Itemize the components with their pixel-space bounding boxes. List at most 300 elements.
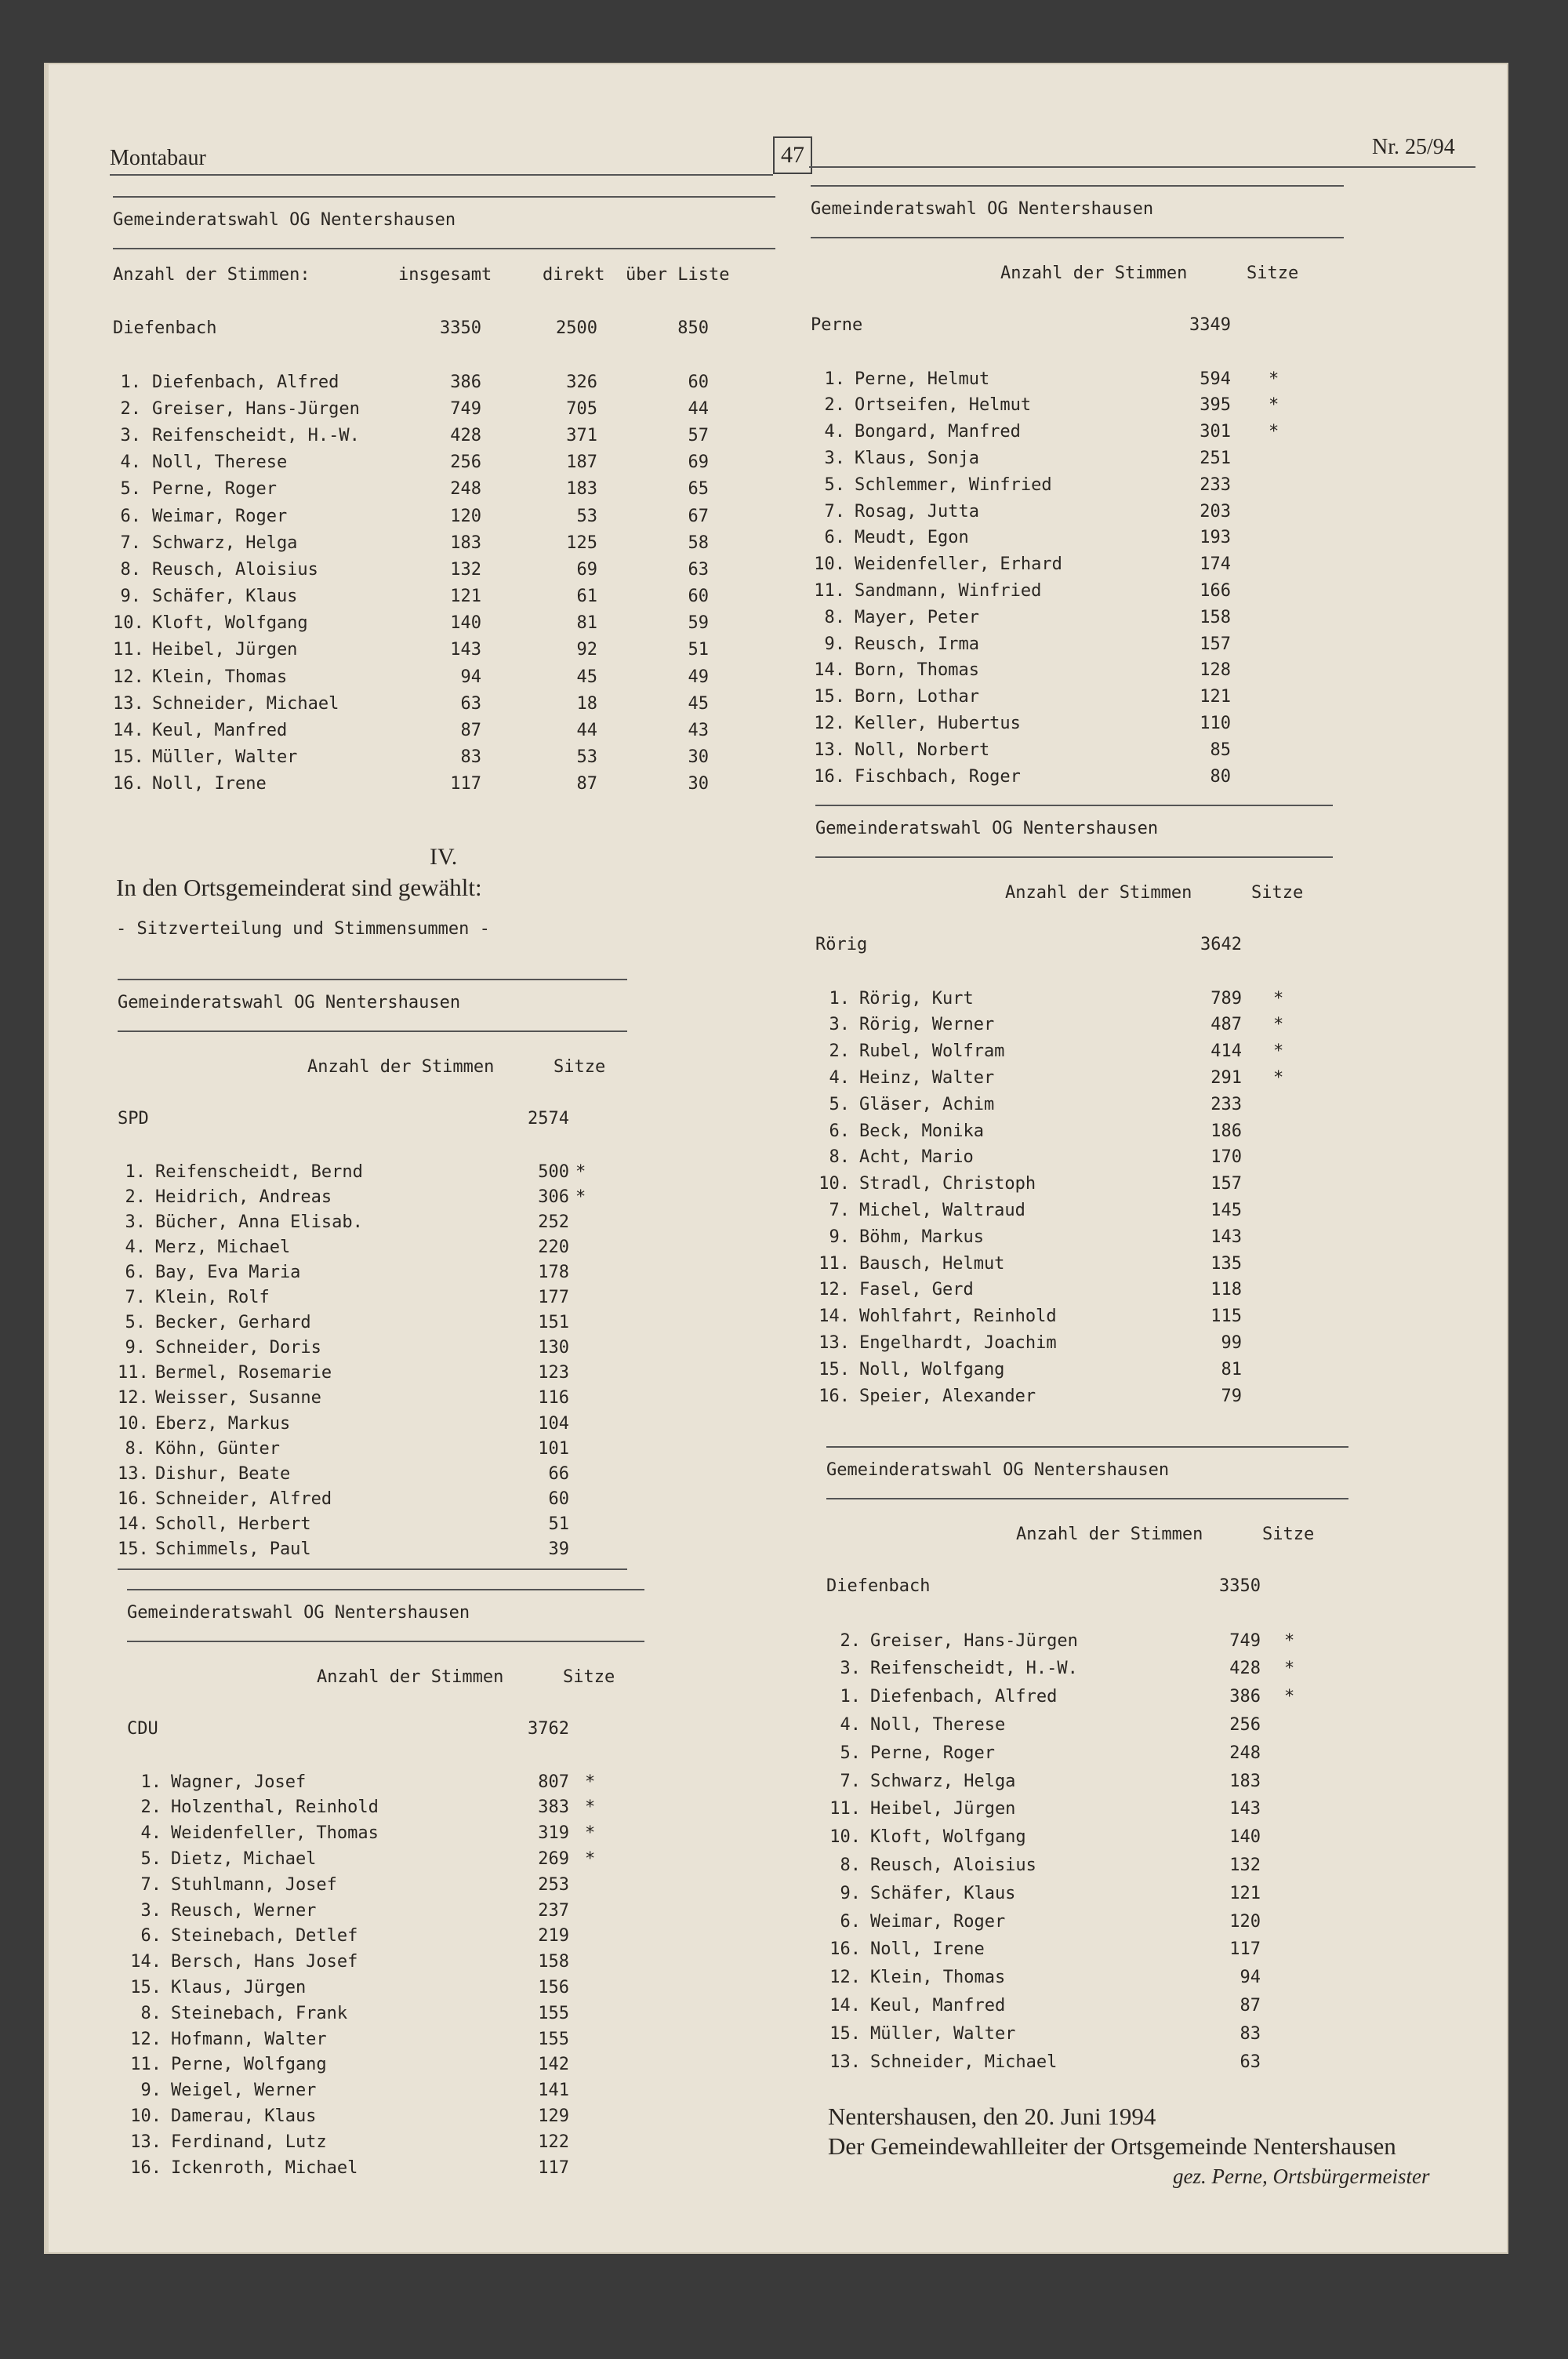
table-row [118, 1386, 651, 1411]
table-row [127, 1924, 660, 1950]
party-name: Rörig [815, 935, 868, 955]
row-seat-mark: * [575, 1161, 586, 1182]
row-votes: 414 [1210, 1041, 1242, 1062]
row-name: Rosag, Jutta [855, 501, 979, 522]
table-row [815, 1224, 1348, 1251]
table-row [826, 1852, 1359, 1880]
table-title: Gemeinderatswahl OG Nentershausen [113, 210, 456, 230]
row-name: Keul, Manfred [152, 721, 288, 740]
row-list: 60 [688, 372, 709, 392]
row-position: 14. [130, 1952, 162, 1972]
row-direct: 87 [576, 774, 597, 794]
row-position: 11. [118, 1363, 149, 1383]
row-votes: 251 [1200, 448, 1231, 468]
row-votes: 51 [548, 1514, 569, 1534]
row-list: 58 [688, 533, 709, 553]
col-votes-header: Anzahl der Stimmen [1016, 1525, 1203, 1545]
row-name: Scholl, Herbert [155, 1514, 311, 1534]
row-position: 4. [140, 1823, 162, 1844]
row-votes: 39 [548, 1539, 569, 1559]
row-direct: 45 [576, 667, 597, 687]
row-votes: 66 [548, 1463, 569, 1484]
table-row [811, 578, 1344, 605]
row-votes: 186 [1210, 1121, 1242, 1141]
row-position: 6. [840, 1911, 861, 1932]
row-votes: 170 [1210, 1147, 1242, 1168]
row-position: 13. [829, 2052, 861, 2072]
row-total: 183 [450, 533, 481, 553]
row-votes: 87 [1240, 1995, 1261, 2016]
row-name: Klaus, Sonja [855, 448, 979, 468]
row-position: 16. [130, 2157, 162, 2178]
col-list-header: über Liste [626, 265, 730, 285]
table-row [113, 637, 787, 663]
table-row [826, 1992, 1359, 2020]
row-name: Bersch, Hans Josef [171, 1952, 358, 1972]
row-position: 3. [125, 1212, 146, 1232]
row-position: 3. [824, 448, 845, 468]
row-votes: 193 [1200, 528, 1231, 548]
row-votes: 145 [1210, 1200, 1242, 1220]
row-votes: 253 [538, 1874, 569, 1895]
row-position: 7. [824, 501, 845, 522]
row-name: Schneider, Michael [870, 2052, 1058, 2072]
table-row [811, 392, 1344, 419]
row-name: Rörig, Kurt [859, 988, 974, 1009]
row-name: Michel, Waltraud [859, 1200, 1025, 1220]
row-votes: 79 [1221, 1386, 1242, 1406]
table-row [118, 1160, 651, 1185]
table-row [118, 1512, 651, 1537]
table-row [815, 1038, 1348, 1065]
table-diefenbach-seats [826, 1446, 1359, 2076]
table-row [118, 1285, 651, 1310]
table-row [811, 737, 1344, 764]
row-total: 132 [450, 559, 481, 580]
row-direct: 371 [566, 425, 597, 445]
row-position: 7. [125, 1288, 146, 1308]
row-votes: 140 [1229, 1827, 1261, 1848]
row-direct: 53 [576, 747, 597, 768]
table-row [815, 1330, 1348, 1357]
row-votes: 233 [1210, 1094, 1242, 1114]
section-subtitle: - Sitzverteilung und Stimmensummen - [116, 919, 490, 939]
row-votes: 319 [538, 1823, 569, 1844]
row-name: Kloft, Wolfgang [152, 613, 308, 634]
row-position: 9. [120, 587, 141, 607]
table-row [127, 2027, 660, 2053]
row-seat-mark: * [1273, 988, 1284, 1009]
row-name: Schäfer, Klaus [870, 1883, 1016, 1903]
row-name: Böhm, Markus [859, 1227, 984, 1247]
row-name: Noll, Norbert [855, 740, 990, 760]
table-row [815, 1065, 1348, 1092]
row-direct: 18 [576, 693, 597, 714]
row-total: 87 [460, 721, 481, 740]
row-name: Fischbach, Roger [855, 766, 1021, 787]
row-votes: 174 [1200, 554, 1231, 575]
row-position: 2. [140, 1797, 162, 1818]
row-seat-mark: * [1284, 1659, 1295, 1679]
row-direct: 125 [566, 533, 597, 553]
row-position: 9. [140, 2081, 162, 2101]
row-name: Fasel, Gerd [859, 1280, 974, 1300]
table-row [811, 764, 1344, 791]
row-votes: 386 [1229, 1687, 1261, 1707]
header-place: Montabaur [110, 146, 206, 170]
row-position: 9. [125, 1338, 146, 1358]
row-position: 15. [829, 2023, 861, 2044]
row-position: 12. [829, 1968, 861, 1988]
table-row [113, 664, 787, 691]
table-title-rule [811, 237, 1344, 238]
row-position: 14. [814, 660, 845, 681]
row-list: 59 [688, 613, 709, 634]
table-row [815, 1144, 1348, 1171]
row-votes: 118 [1210, 1280, 1242, 1300]
table-row [113, 583, 787, 610]
col-label: Anzahl der Stimmen: [113, 265, 310, 285]
table-perne [811, 185, 1344, 790]
col-seats-header: Sitze [1251, 883, 1304, 903]
row-position: 2. [824, 395, 845, 416]
row-name: Engelhardt, Joachim [859, 1332, 1057, 1353]
row-votes: 117 [1229, 1939, 1261, 1960]
row-name: Eberz, Markus [155, 1413, 291, 1434]
row-votes: 129 [538, 2106, 569, 2126]
row-position: 4. [120, 453, 141, 473]
row-name: Noll, Wolfgang [859, 1359, 1005, 1379]
col-seats-header: Sitze [1247, 264, 1299, 284]
row-name: Greiser, Hans-Jürgen [152, 398, 360, 419]
row-votes: 142 [538, 2055, 569, 2075]
row-total: 140 [450, 613, 481, 634]
list-list: 850 [677, 318, 709, 339]
list-direct: 2500 [556, 318, 597, 339]
row-votes: 248 [1229, 1743, 1261, 1763]
row-votes: 807 [538, 1772, 569, 1792]
row-name: Klein, Rolf [155, 1288, 270, 1308]
row-list: 65 [688, 479, 709, 500]
table-title: Gemeinderatswahl OG Nentershausen [826, 1460, 1170, 1480]
row-votes: 237 [538, 1900, 569, 1921]
row-name: Wagner, Josef [171, 1772, 307, 1792]
row-position: 9. [824, 634, 845, 654]
table-row [113, 476, 787, 503]
table-row [815, 1251, 1348, 1278]
table-row [826, 1683, 1359, 1711]
row-votes: 203 [1200, 501, 1231, 522]
row-position: 7. [140, 1874, 162, 1895]
table-row [127, 2078, 660, 2104]
table-row [118, 1361, 651, 1386]
table-row [127, 1873, 660, 1899]
row-name: Keul, Manfred [870, 1995, 1006, 2016]
row-position: 15. [814, 687, 845, 707]
row-position: 6. [140, 1926, 162, 1946]
row-name: Bay, Eva Maria [155, 1262, 301, 1282]
row-name: Bücher, Anna Elisab. [155, 1212, 363, 1232]
table-row [826, 1768, 1359, 1796]
row-list: 51 [688, 640, 709, 660]
row-seat-mark: * [575, 1187, 586, 1207]
row-name: Stradl, Christoph [859, 1174, 1036, 1194]
header-rule-right [809, 166, 1475, 168]
row-name: Holzenthal, Reinhold [171, 1797, 379, 1818]
row-position: 13. [118, 1463, 149, 1484]
row-total: 749 [450, 398, 481, 419]
row-votes: 383 [538, 1797, 569, 1818]
row-votes: 130 [538, 1338, 569, 1358]
table-row [826, 1880, 1359, 1908]
row-votes: 183 [1229, 1771, 1261, 1791]
row-name: Schlemmer, Winfried [855, 474, 1052, 495]
row-name: Schneider, Michael [152, 693, 339, 714]
row-position: 8. [120, 559, 141, 580]
row-name: Dishur, Beate [155, 1463, 291, 1484]
table-row [127, 1770, 660, 1796]
row-position: 2. [120, 398, 141, 419]
row-position: 12. [130, 2029, 162, 2049]
row-list: 49 [688, 667, 709, 687]
table-row [113, 610, 787, 637]
row-list: 60 [688, 587, 709, 607]
row-name: Born, Thomas [855, 660, 979, 681]
table-row [811, 657, 1344, 684]
table-row [113, 691, 787, 718]
row-name: Speier, Alexander [859, 1386, 1036, 1406]
row-position: 3. [120, 425, 141, 445]
table-row [811, 605, 1344, 631]
row-position: 2. [840, 1630, 861, 1651]
row-votes: 291 [1210, 1067, 1242, 1088]
table-row [826, 1627, 1359, 1656]
row-name: Reusch, Aloisius [870, 1855, 1036, 1875]
row-name: Steinebach, Detlef [171, 1926, 358, 1946]
table-row [815, 1198, 1348, 1224]
row-votes: 500 [538, 1161, 569, 1182]
table-row [811, 499, 1344, 525]
row-name: Noll, Therese [152, 453, 288, 473]
row-name: Noll, Therese [870, 1714, 1006, 1735]
row-name: Weisser, Susanne [155, 1388, 321, 1408]
col-seats-header: Sitze [554, 1057, 606, 1078]
row-position: 9. [829, 1227, 850, 1247]
row-name: Reifenscheidt, H.-W. [152, 425, 360, 445]
table-row [826, 1795, 1359, 1823]
row-name: Greiser, Hans-Jürgen [870, 1630, 1078, 1651]
table-title-rule [826, 1498, 1348, 1499]
row-seat-mark: * [1284, 1687, 1295, 1707]
table-row [113, 744, 787, 771]
row-list: 30 [688, 774, 709, 794]
row-votes: 123 [538, 1363, 569, 1383]
table-row [127, 1821, 660, 1847]
table-row [113, 449, 787, 476]
row-votes: 301 [1200, 422, 1231, 442]
section-numeral: IV. [430, 844, 458, 870]
row-position: 1. [120, 372, 141, 392]
table-row [127, 2104, 660, 2130]
table-row [811, 445, 1344, 472]
table-row [113, 771, 787, 798]
row-votes: 121 [1200, 687, 1231, 707]
table-row [811, 366, 1344, 393]
row-position: 10. [814, 554, 845, 575]
row-votes: 306 [538, 1187, 569, 1207]
row-position: 7. [829, 1200, 850, 1220]
header-rule-left [110, 174, 773, 176]
table-top-rule [815, 805, 1333, 806]
table-row [127, 1899, 660, 1925]
table-top-rule [118, 979, 627, 980]
row-total: 143 [450, 640, 481, 660]
row-name: Kloft, Wolfgang [870, 1827, 1026, 1848]
row-votes: 151 [538, 1313, 569, 1333]
row-name: Merz, Michael [155, 1237, 291, 1257]
row-name: Heidrich, Andreas [155, 1187, 332, 1207]
party-total: 3642 [1200, 935, 1242, 955]
table-top-rule [127, 1589, 644, 1590]
row-name: Damerau, Klaus [171, 2106, 317, 2126]
row-seat-mark: * [585, 1823, 596, 1844]
table-row [826, 2020, 1359, 2048]
row-position: 11. [814, 580, 845, 601]
page-number: 47 [773, 136, 812, 174]
row-name: Schneider, Alfred [155, 1488, 332, 1509]
row-position: 15. [130, 1977, 162, 1997]
row-name: Acht, Mario [859, 1147, 974, 1168]
row-total: 248 [450, 479, 481, 500]
row-name: Perne, Roger [152, 479, 277, 500]
table-row [118, 1210, 651, 1235]
row-votes: 143 [1229, 1799, 1261, 1819]
list-total: 3350 [440, 318, 481, 339]
row-direct: 326 [566, 372, 597, 392]
party-total: 3349 [1189, 315, 1231, 336]
row-name: Heibel, Jürgen [870, 1799, 1016, 1819]
col-votes-header: Anzahl der Stimmen [307, 1057, 495, 1078]
row-name: Perne, Helmut [855, 369, 990, 389]
party-total: 3350 [1219, 1576, 1261, 1597]
table-title: Gemeinderatswahl OG Nentershausen [127, 1603, 470, 1623]
row-total: 117 [450, 774, 481, 794]
row-votes: 121 [1229, 1883, 1261, 1903]
row-position: 8. [140, 2003, 162, 2023]
row-name: Ferdinand, Lutz [171, 2132, 327, 2152]
row-votes: 178 [538, 1262, 569, 1282]
row-direct: 705 [566, 398, 597, 419]
table-row [127, 2001, 660, 2027]
table-row [815, 1171, 1348, 1198]
table-row [815, 986, 1348, 1012]
col-seats-header: Sitze [1262, 1525, 1315, 1545]
table-row [811, 472, 1344, 499]
table-row [118, 1260, 651, 1285]
row-seat-mark: * [585, 1772, 596, 1792]
row-votes: 256 [1229, 1714, 1261, 1735]
table-row [118, 1412, 651, 1437]
row-votes: 122 [538, 2132, 569, 2152]
table-row [113, 503, 787, 530]
row-name: Weidenfeller, Thomas [171, 1823, 379, 1844]
party-name: Diefenbach [826, 1576, 931, 1597]
row-position: 8. [824, 607, 845, 627]
row-votes: 80 [1210, 766, 1231, 787]
row-votes: 63 [1240, 2052, 1261, 2072]
row-votes: 749 [1229, 1630, 1261, 1651]
table-row [826, 1655, 1359, 1683]
row-seat-mark: * [585, 1797, 596, 1818]
section-title: In den Ortsgemeinderat sind gewählt: [116, 874, 482, 901]
table-row [113, 718, 787, 744]
row-name: Rubel, Wolfram [859, 1041, 1005, 1062]
row-name: Bongard, Manfred [855, 422, 1021, 442]
table-row [113, 369, 787, 396]
row-position: 10. [113, 613, 144, 634]
table-row [113, 530, 787, 557]
table-row [811, 525, 1344, 551]
row-position: 11. [818, 1253, 850, 1274]
table-top-rule [826, 1446, 1348, 1448]
table-row [113, 423, 787, 449]
row-votes: 220 [538, 1237, 569, 1257]
row-position: 14. [118, 1514, 149, 1534]
party-name: Perne [811, 315, 863, 336]
row-position: 3. [829, 1015, 850, 1035]
row-position: 14. [113, 721, 144, 740]
table-diefenbach-breakdown [113, 207, 787, 798]
row-seat-mark: * [1273, 1041, 1284, 1062]
row-votes: 157 [1210, 1174, 1242, 1194]
row-name: Köhn, Günter [155, 1438, 280, 1459]
row-position: 11. [130, 2055, 162, 2075]
table-row [118, 1437, 651, 1462]
row-position: 1. [840, 1687, 861, 1707]
table-row [811, 631, 1344, 658]
row-position: 11. [829, 1799, 861, 1819]
row-votes: 156 [538, 1977, 569, 1997]
row-direct: 61 [576, 587, 597, 607]
table-title-rule [127, 1641, 644, 1642]
row-name: Diefenbach, Alfred [870, 1687, 1058, 1707]
row-votes: 101 [538, 1438, 569, 1459]
row-name: Perne, Wolfgang [171, 2055, 327, 2075]
row-position: 3. [140, 1900, 162, 1921]
table-row [815, 1012, 1348, 1038]
table-row [127, 1795, 660, 1821]
table-row [811, 684, 1344, 711]
row-position: 5. [829, 1094, 850, 1114]
row-votes: 594 [1200, 369, 1231, 389]
table-row [826, 1908, 1359, 1936]
row-name: Klaus, Jürgen [171, 1977, 307, 1997]
row-name: Reifenscheidt, Bernd [155, 1161, 363, 1182]
row-name: Klein, Thomas [870, 1968, 1006, 1988]
row-position: 7. [120, 533, 141, 553]
row-votes: 177 [538, 1288, 569, 1308]
row-name: Meudt, Egon [855, 528, 969, 548]
row-position: 9. [840, 1883, 861, 1903]
row-list: 63 [688, 559, 709, 580]
table-top-rule [811, 185, 1344, 187]
row-position: 3. [840, 1659, 861, 1679]
row-votes: 158 [1200, 607, 1231, 627]
table-row [127, 2052, 660, 2078]
row-direct: 183 [566, 479, 597, 500]
row-name: Steinebach, Frank [171, 2003, 348, 2023]
row-position: 6. [824, 528, 845, 548]
